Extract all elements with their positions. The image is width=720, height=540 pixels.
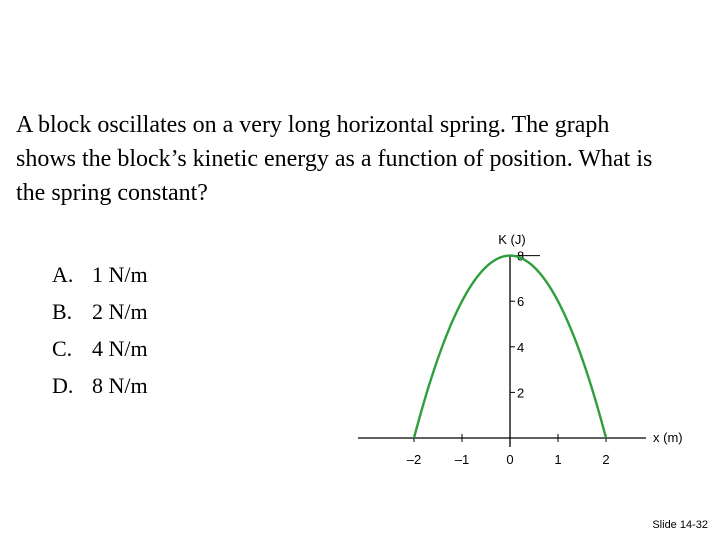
x-tick-label: 1 (554, 452, 562, 467)
y-ticks (510, 249, 540, 401)
x-tick-label: 2 (602, 452, 610, 467)
slide-number: Slide 14-32 (652, 519, 708, 531)
option-c[interactable] (52, 330, 148, 367)
option-letter: D. (52, 373, 74, 398)
y-tick-label: 2 (517, 385, 525, 401)
y-tick-label: 4 (517, 339, 525, 355)
x-ticks (407, 434, 610, 467)
x-tick-label: –1 (454, 452, 470, 467)
option-d[interactable] (52, 367, 148, 404)
y-tick-label: 6 (517, 294, 525, 310)
option-letter: C. (52, 336, 73, 361)
x-axis-label: x (m) (653, 430, 683, 445)
option-letter: A. (52, 262, 74, 287)
option-a[interactable] (52, 256, 148, 293)
kinetic-energy-chart (350, 225, 710, 475)
answer-options (52, 256, 148, 404)
option-text: 4 N/m (92, 336, 148, 361)
option-text: 1 N/m (92, 262, 148, 287)
x-tick-label: 0 (506, 452, 514, 467)
y-tick-label: 8 (517, 248, 525, 264)
option-text: 2 N/m (92, 299, 148, 324)
option-text: 8 N/m (92, 373, 148, 398)
question-text: A block oscillates on a very long horizontal spring. The graph shows the block’s kinetic energy as a function of position. What is the spring constant? (16, 112, 653, 206)
option-letter: B. (52, 299, 73, 324)
option-b[interactable] (52, 293, 148, 330)
x-tick-label: –2 (406, 452, 422, 467)
y-axis-label: K (J) (498, 232, 526, 247)
